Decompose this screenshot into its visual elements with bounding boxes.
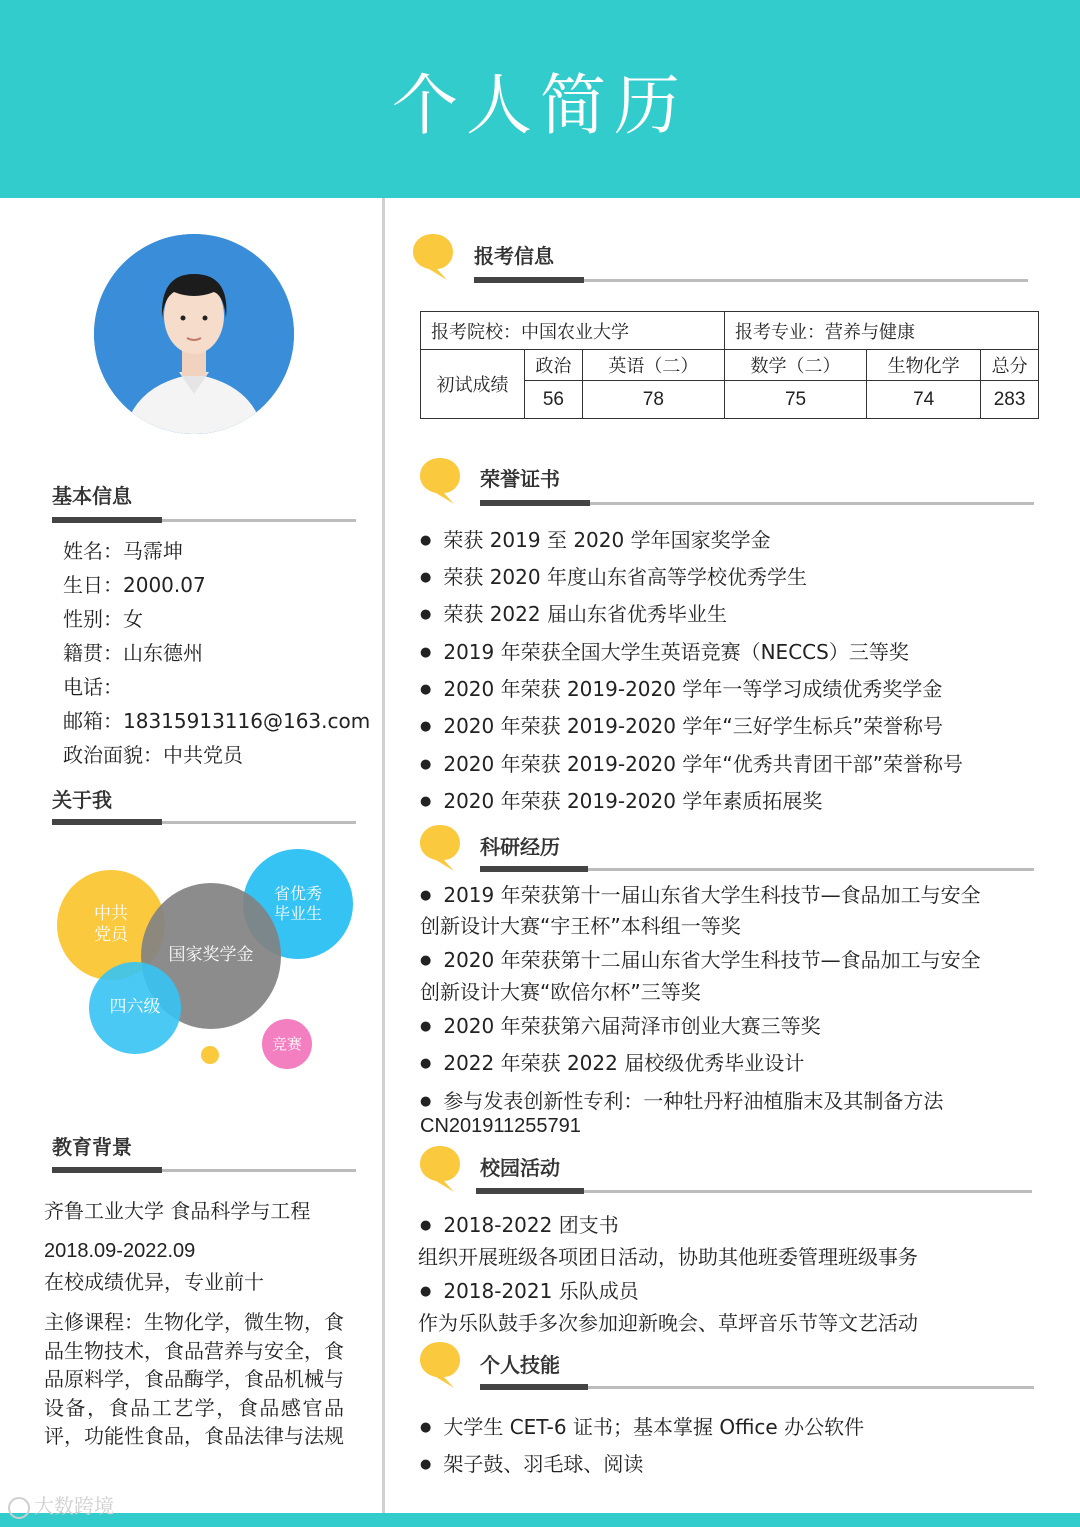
watermark-text: 大数跨境	[34, 1494, 114, 1518]
honor-item: ● 荣获 2022 届山东省优秀毕业生	[420, 598, 727, 627]
research-item-line2: CN201911255791	[420, 1115, 581, 1137]
speech-bubble-icon	[418, 1340, 462, 1390]
campus-item-desc: 组织开展班级各项团日活动，协助其他班委管理班级事务	[418, 1245, 918, 1269]
honor-item: ● 2020 年荣获 2019-2020 学年一等学习成绩优秀奖学金	[420, 673, 942, 702]
honor-item: ● 荣获 2019 至 2020 学年国家奖学金	[420, 524, 771, 553]
score-english: 78	[582, 381, 724, 419]
campus-item-desc: 作为乐队鼓手多次参加迎新晚会、草坪音乐节等文艺活动	[418, 1311, 918, 1335]
speech-bubble-icon	[418, 823, 462, 873]
bubble-party-label: 中共党员	[94, 903, 128, 945]
speech-bubble-icon	[418, 1144, 462, 1194]
bubble-graduate-label: 省优秀毕业生	[273, 884, 322, 923]
exam-rule	[474, 279, 1028, 282]
basic-info-rule	[52, 519, 356, 522]
campus-rule	[476, 1190, 1032, 1193]
info-birthday: 生日：2000.07	[63, 573, 206, 597]
skills-rule	[480, 1386, 1034, 1389]
education-period: 2018.09-2022.09	[44, 1240, 196, 1262]
campus-item-head: ● 2018-2021 乐队成员	[420, 1275, 639, 1304]
subject-biochem: 生物化学	[867, 350, 981, 381]
subject-total: 总分	[981, 350, 1039, 381]
research-item-line2: 创新设计大赛“欧倍尔杯”三等奖	[420, 980, 701, 1004]
research-item-line1: ● 2022 年荣获 2022 届校级优秀毕业设计	[420, 1047, 804, 1076]
research-title: 科研经历	[480, 835, 560, 859]
exam-row-label: 初试成绩	[421, 350, 525, 419]
education-rule	[52, 1169, 356, 1172]
watermark	[8, 1490, 114, 1519]
education-courses: 主修课程：生物化学，微生物，食品生物技术，食品营养与安全，食品原料学，食品酶学，食品机械与设备，食品工艺学，食品感官品评，功能性食品，食品法律与法规	[44, 1310, 344, 1448]
skill-item: ● 大学生 CET-6 证书；基本掌握 Office 办公软件	[420, 1411, 864, 1440]
footer-bar	[0, 1513, 1080, 1527]
speech-bubble-icon	[418, 456, 462, 506]
info-email: 邮箱：18315913116@163.com	[63, 709, 371, 733]
exam-school: 报考院校：中国农业大学	[421, 312, 725, 350]
subject-math: 数学（二）	[724, 350, 866, 381]
research-item-line1: ● 2020 年荣获第六届菏泽市创业大赛三等奖	[420, 1010, 821, 1039]
exam-table	[420, 311, 1039, 419]
about-title: 关于我	[52, 788, 112, 812]
watermark-logo-icon	[8, 1497, 30, 1519]
score-math: 75	[724, 381, 866, 419]
honor-item: ● 2020 年荣获 2019-2020 学年素质拓展奖	[420, 785, 822, 814]
honor-item: ● 荣获 2020 年度山东省高等学校优秀学生	[420, 561, 807, 590]
about-rule	[52, 821, 356, 824]
bubble-contest-label: 竞赛	[271, 1034, 302, 1053]
bubble-contest	[262, 1019, 312, 1069]
campus-item-head: ● 2018-2022 团支书	[420, 1209, 619, 1238]
subject-politics: 政治	[525, 350, 583, 381]
honor-item: ● 2020 年荣获 2019-2020 学年“优秀共青团干部”荣誉称号	[420, 748, 963, 777]
honors-title: 荣誉证书	[480, 467, 560, 491]
bubble-dot	[201, 1046, 219, 1064]
education-rank: 在校成绩优异，专业前十	[44, 1270, 264, 1294]
info-hometown: 籍贯：山东德州	[63, 641, 203, 665]
honor-item: ● 2020 年荣获 2019-2020 学年“三好学生标兵”荣誉称号	[420, 710, 943, 739]
research-item-line1: ● 2019 年荣获第十一届山东省大学生科技节—食品加工与安全	[420, 879, 981, 908]
avatar	[94, 234, 294, 434]
info-name: 姓名：马霈坤	[63, 539, 183, 563]
skill-item: ● 架子鼓、羽毛球、阅读	[420, 1448, 643, 1477]
info-phone: 电话：	[63, 675, 123, 699]
basic-info-title: 基本信息	[52, 484, 132, 508]
honors-rule	[480, 502, 1034, 505]
research-item-line1: ● 2020 年荣获第十二届山东省大学生科技节—食品加工与安全	[420, 944, 981, 973]
info-political: 政治面貌：中共党员	[63, 743, 243, 767]
research-rule	[480, 868, 1034, 871]
bubble-scholarship-label: 国家奖学金	[168, 945, 254, 966]
research-item-line2: 创新设计大赛“宇王杯”本科组一等奖	[420, 914, 741, 938]
page-title: 个人简历	[392, 67, 688, 144]
exam-title: 报考信息	[474, 244, 554, 268]
exam-major: 报考专业：营养与健康	[724, 312, 1038, 350]
info-gender: 性别：女	[63, 607, 143, 631]
honor-item: ● 2019 年荣获全国大学生英语竞赛（NECCS）三等奖	[420, 636, 909, 665]
research-item-line1: ● 参与发表创新性专利：一种牡丹籽油植脂末及其制备方法	[420, 1085, 943, 1114]
bubble-cet	[89, 962, 181, 1054]
education-title: 教育背景	[52, 1135, 132, 1159]
skills-title: 个人技能	[480, 1353, 560, 1377]
education-school: 齐鲁工业大学 食品科学与工程	[44, 1199, 311, 1223]
header-banner	[0, 0, 1080, 198]
campus-title: 校园活动	[480, 1156, 560, 1180]
score-total: 283	[981, 381, 1039, 419]
speech-bubble-icon	[411, 232, 455, 282]
bubble-cet-label: 四六级	[109, 997, 161, 1018]
score-politics: 56	[525, 381, 583, 419]
column-divider	[382, 198, 385, 1513]
subject-english: 英语（二）	[582, 350, 724, 381]
score-biochem: 74	[867, 381, 981, 419]
